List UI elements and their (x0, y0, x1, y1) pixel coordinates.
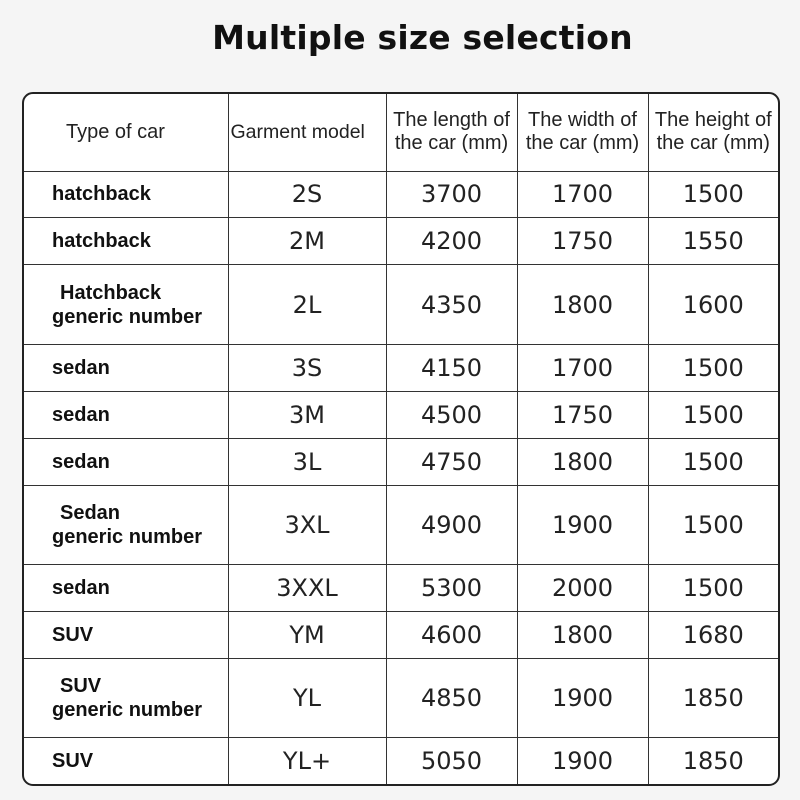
length-cell: 4350 (386, 265, 517, 344)
size-table (24, 94, 778, 784)
car-type-cell (24, 265, 228, 344)
garment-model-cell: 3XXL (228, 564, 386, 611)
length-cell: 4500 (386, 391, 517, 438)
width-cell: 1800 (517, 438, 648, 485)
size-table-frame (22, 92, 780, 786)
garment-model-cell: 3S (228, 344, 386, 391)
car-type-line: sedan (52, 576, 110, 599)
table-row (24, 485, 778, 564)
header-line: Type of car (66, 120, 165, 143)
header-line: Garment model (230, 120, 365, 143)
header-line: The height of (654, 109, 772, 132)
length-cell: 4850 (386, 658, 517, 737)
width-cell: 1750 (517, 391, 648, 438)
height-cell: 1600 (648, 265, 778, 344)
header-height (648, 94, 778, 171)
width-cell: 1700 (517, 171, 648, 218)
height-cell: 1500 (648, 391, 778, 438)
length-cell: 4200 (386, 218, 517, 265)
width-cell: 2000 (517, 564, 648, 611)
garment-model-cell: 2M (228, 218, 386, 265)
car-type-line: sedan (52, 403, 110, 426)
table-row (24, 738, 778, 784)
car-type-cell (24, 658, 228, 737)
width-cell: 1700 (517, 344, 648, 391)
height-cell: 1500 (648, 438, 778, 485)
car-type-line: SUV (52, 623, 94, 646)
car-type-line: Hatchback (60, 281, 162, 304)
height-cell: 1680 (648, 611, 778, 658)
garment-model-cell: YL (228, 658, 386, 737)
header-line: the car (mm) (525, 132, 640, 155)
car-type-cell (24, 738, 228, 784)
header-type-of-car (24, 94, 228, 171)
car-type-line: generic number (52, 525, 203, 548)
car-type-line: SUV (60, 675, 102, 698)
width-cell: 1800 (517, 611, 648, 658)
car-type-cell (24, 611, 228, 658)
car-type-line: Sedan (60, 501, 121, 524)
header-line: The width of (528, 109, 637, 132)
table-row (24, 171, 778, 218)
table-row (24, 658, 778, 737)
garment-model-cell: 3M (228, 391, 386, 438)
height-cell: 1850 (648, 658, 778, 737)
header-row (24, 94, 778, 171)
width-cell: 1900 (517, 485, 648, 564)
length-cell: 4600 (386, 611, 517, 658)
car-type-cell (24, 564, 228, 611)
width-cell: 1750 (517, 218, 648, 265)
garment-model-cell: 3XL (228, 485, 386, 564)
car-type-cell (24, 171, 228, 218)
car-type-cell (24, 485, 228, 564)
page-title: Multiple size selection (212, 18, 633, 57)
length-cell: 4150 (386, 344, 517, 391)
car-type-line: hatchback (52, 230, 151, 253)
header-line: the car (mm) (656, 132, 770, 155)
garment-model-cell: 3L (228, 438, 386, 485)
length-cell: 5300 (386, 564, 517, 611)
length-cell: 3700 (386, 171, 517, 218)
width-cell: 1800 (517, 265, 648, 344)
table-row (24, 438, 778, 485)
table-row (24, 611, 778, 658)
car-type-line: sedan (52, 356, 110, 379)
car-type-cell (24, 438, 228, 485)
height-cell: 1500 (648, 344, 778, 391)
car-type-cell (24, 218, 228, 265)
width-cell: 1900 (517, 658, 648, 737)
height-cell: 1500 (648, 485, 778, 564)
height-cell: 1850 (682, 747, 744, 776)
table-row (24, 265, 778, 344)
car-type-line: generic number (52, 305, 203, 328)
garment-model-cell: YM (228, 611, 386, 658)
table-row (24, 218, 778, 265)
garment-model-cell: 2S (228, 171, 386, 218)
height-cell: 1500 (648, 564, 778, 611)
car-type-line: generic number (52, 699, 203, 722)
garment-model-cell: 2L (228, 265, 386, 344)
length-cell: 4750 (386, 438, 517, 485)
height-cell: 1500 (648, 171, 778, 218)
car-type-cell (24, 391, 228, 438)
height-cell: 1550 (648, 218, 778, 265)
car-type-line: hatchback (52, 183, 151, 206)
header-line: the car (mm) (394, 132, 509, 155)
width-cell: 1900 (517, 738, 648, 784)
header-garment-model (228, 94, 386, 171)
table-row (24, 344, 778, 391)
length-cell: 5050 (386, 738, 517, 784)
garment-model-cell: YL+ (228, 738, 386, 784)
header-length (386, 94, 517, 171)
table-row (24, 564, 778, 611)
header-width (517, 94, 648, 171)
car-type-line: sedan (52, 450, 110, 473)
table-row (24, 391, 778, 438)
header-line: The length of (393, 109, 510, 132)
car-type-cell (24, 344, 228, 391)
length-cell: 4900 (386, 485, 517, 564)
car-type-line: SUV (52, 750, 94, 773)
